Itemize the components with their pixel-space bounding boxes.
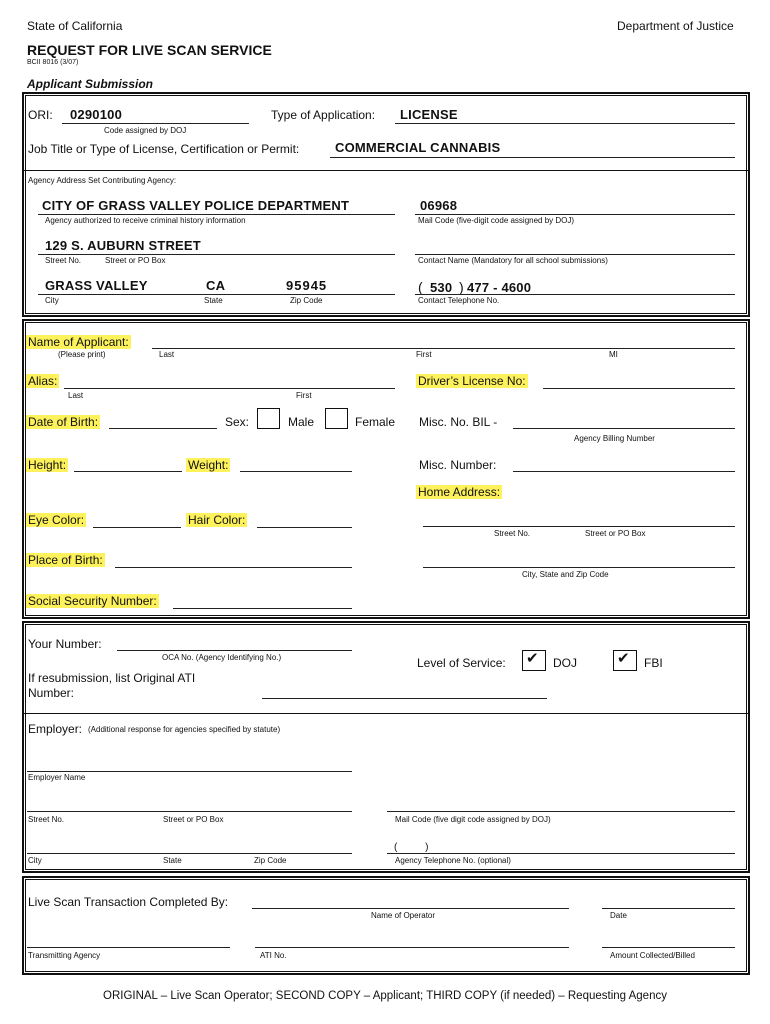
eye-color-underline[interactable] xyxy=(93,527,181,528)
agency-billing-caption: Agency Billing Number xyxy=(574,434,655,443)
employer-phone-underline[interactable] xyxy=(387,853,735,854)
resubmission-label-line2: Number: xyxy=(28,686,75,700)
ssn-underline[interactable] xyxy=(173,608,352,609)
employer-city-underline[interactable] xyxy=(27,853,352,854)
employer-mail-code-underline[interactable] xyxy=(387,811,735,812)
employer-mail-code-caption: Mail Code (five digit code assigned by DOJ) xyxy=(395,815,551,824)
operator-underline[interactable] xyxy=(252,908,569,909)
street-no-caption: Street No. xyxy=(45,256,82,265)
misc-number-underline[interactable] xyxy=(513,471,735,472)
city-value[interactable]: GRASS VALLEY xyxy=(45,278,148,293)
state-caption: State xyxy=(204,296,223,305)
divider xyxy=(22,170,750,171)
applicant-section xyxy=(22,319,750,619)
transaction-section xyxy=(22,876,750,975)
employer-phone-parens: ( ) xyxy=(394,842,429,853)
employer-name-caption: Employer Name xyxy=(28,773,86,782)
dob-underline[interactable] xyxy=(109,428,217,429)
state-label: State of California xyxy=(27,19,123,33)
your-number-label: Your Number: xyxy=(28,637,102,651)
weight-underline[interactable] xyxy=(240,471,352,472)
ori-label: ORI: xyxy=(28,108,53,122)
ati-caption: ATI No. xyxy=(260,951,287,960)
job-title-value[interactable]: COMMERCIAL CANNABIS xyxy=(335,140,501,155)
employer-state-caption: State xyxy=(163,856,182,865)
alias-underline[interactable] xyxy=(64,388,395,389)
ori-caption: Code assigned by DOJ xyxy=(104,126,187,135)
operator-caption: Name of Operator xyxy=(371,911,436,920)
street-underline xyxy=(38,254,395,255)
misc-bil-label: Misc. No. BIL - xyxy=(419,415,498,429)
application-type-label: Type of Application: xyxy=(271,108,376,122)
form-title: REQUEST FOR LIVE SCAN SERVICE xyxy=(27,42,272,58)
height-label: Height: xyxy=(28,458,67,472)
hair-color-label: Hair Color: xyxy=(188,513,246,527)
phone-area-value[interactable]: 530 xyxy=(430,280,453,295)
eye-color-label: Eye Color: xyxy=(28,513,85,527)
sex-label: Sex: xyxy=(225,415,250,429)
home-street-caption: Street or PO Box xyxy=(585,529,646,538)
state-value[interactable]: CA xyxy=(206,278,226,293)
ssn-label: Social Security Number: xyxy=(28,594,157,608)
agency-name-underline xyxy=(38,214,395,215)
ati-underline[interactable] xyxy=(255,947,569,948)
completed-by-label: Live Scan Transaction Completed By: xyxy=(28,895,229,909)
ori-underline xyxy=(62,123,249,124)
contact-caption: Contact Name (Mandatory for all school submissions) xyxy=(418,256,608,265)
street-value[interactable]: 129 S. AUBURN STREET xyxy=(45,238,201,253)
amount-underline[interactable] xyxy=(602,947,735,948)
home-address-label: Home Address: xyxy=(418,485,501,499)
weight-label: Weight: xyxy=(188,458,229,472)
job-title-label: Job Title or Type of License, Certification or Permit: xyxy=(28,142,300,156)
resubmission-label-line1: If resubmission, list Original ATI xyxy=(28,671,196,685)
home-street-no-caption: Street No. xyxy=(494,529,531,538)
doj-checkbox[interactable] xyxy=(522,650,546,671)
drivers-license-underline[interactable] xyxy=(543,388,735,389)
employer-label: Employer: xyxy=(28,722,83,736)
phone-open-paren: ( xyxy=(418,279,423,295)
oca-caption: OCA No. (Agency Identifying No.) xyxy=(162,653,282,662)
alias-label: Alias: xyxy=(28,374,58,388)
transmitting-agency-underline[interactable] xyxy=(27,947,230,948)
employer-street-no-caption: Street No. xyxy=(28,815,65,824)
zip-value[interactable]: 95945 xyxy=(286,278,328,293)
job-title-underline xyxy=(330,157,735,158)
phone-caption: Contact Telephone No. xyxy=(418,296,500,305)
dob-label: Date of Birth: xyxy=(28,415,99,429)
home-street-underline[interactable] xyxy=(423,526,735,527)
phone-close-paren: ) xyxy=(459,279,464,295)
address-set-label: Agency Address Set Contributing Agency: xyxy=(28,176,177,185)
form-subtitle: Applicant Submission xyxy=(27,77,154,91)
original-ati-underline[interactable] xyxy=(262,698,547,699)
alias-first-caption: First xyxy=(296,391,312,400)
divider xyxy=(22,713,750,714)
zip-caption: Zip Code xyxy=(290,296,323,305)
employer-name-underline[interactable] xyxy=(27,771,352,772)
male-label: Male xyxy=(288,415,315,429)
city-state-zip-caption: City, State and Zip Code xyxy=(522,570,609,579)
female-label: Female xyxy=(355,415,396,429)
hair-color-underline[interactable] xyxy=(257,527,352,528)
phone-underline xyxy=(415,294,735,295)
agency-name-value[interactable]: CITY OF GRASS VALLEY POLICE DEPARTMENT xyxy=(42,198,350,213)
first-name-caption: First xyxy=(416,350,432,359)
your-number-underline[interactable] xyxy=(117,650,352,651)
home-csz-underline[interactable] xyxy=(423,567,735,568)
applicant-name-underline[interactable] xyxy=(152,348,735,349)
date-underline[interactable] xyxy=(602,908,735,909)
distribution-footer: ORIGINAL – Live Scan Operator; SECOND COPY – Applicant; THIRD COPY (if needed) – Requesting Agency xyxy=(103,990,667,1002)
middle-initial-caption: MI xyxy=(609,350,618,359)
female-checkbox[interactable] xyxy=(325,408,348,429)
employer-city-caption: City xyxy=(28,856,42,865)
street-caption: Street or PO Box xyxy=(105,256,166,265)
city-state-zip-underline xyxy=(38,294,395,295)
contact-underline[interactable] xyxy=(415,254,735,255)
agency-name-caption: Agency authorized to receive criminal history information xyxy=(45,216,246,225)
please-print-caption: (Please print) xyxy=(58,350,106,359)
employer-note: (Additional response for agencies specified by statute) xyxy=(88,725,281,734)
transmitting-agency-caption: Transmitting Agency xyxy=(28,951,101,960)
employer-street-caption: Street or PO Box xyxy=(163,815,224,824)
ori-value[interactable]: 0290100 xyxy=(70,107,123,122)
applicant-name-label: Name of Applicant: xyxy=(28,335,129,349)
level-of-service-label: Level of Service: xyxy=(417,656,506,670)
city-caption: City xyxy=(45,296,59,305)
alias-last-caption: Last xyxy=(68,391,84,400)
misc-number-label: Misc. Number: xyxy=(419,458,497,472)
drivers-license-label: Driver’s License No: xyxy=(418,374,526,388)
employer-zip-caption: Zip Code xyxy=(254,856,287,865)
misc-bil-underline[interactable] xyxy=(513,428,735,429)
mail-code-caption: Mail Code (five-digit code assigned by DOJ) xyxy=(418,216,575,225)
mail-code-underline xyxy=(415,214,735,215)
fbi-label: FBI xyxy=(644,656,663,670)
service-employer-section xyxy=(22,621,750,873)
employer-street-underline[interactable] xyxy=(27,811,352,812)
fbi-checkbox[interactable] xyxy=(613,650,637,671)
place-of-birth-label: Place of Birth: xyxy=(28,553,103,567)
male-checkbox[interactable] xyxy=(257,408,280,429)
place-of-birth-underline[interactable] xyxy=(115,567,352,568)
phone-number-value[interactable]: 477 - 4600 xyxy=(467,280,532,295)
date-caption: Date xyxy=(610,911,627,920)
last-name-caption: Last xyxy=(159,350,175,359)
application-type-underline xyxy=(395,123,735,124)
height-underline[interactable] xyxy=(74,471,182,472)
department-label: Department of Justice xyxy=(617,19,734,33)
amount-caption: Amount Collected/Billed xyxy=(610,951,695,960)
employer-phone-caption: Agency Telephone No. (optional) xyxy=(395,856,511,865)
doj-label: DOJ xyxy=(553,656,577,670)
form-code: BCII 8016 (3/07) xyxy=(27,59,79,66)
application-type-value[interactable]: LICENSE xyxy=(400,107,458,122)
mail-code-value[interactable]: 06968 xyxy=(420,198,458,213)
